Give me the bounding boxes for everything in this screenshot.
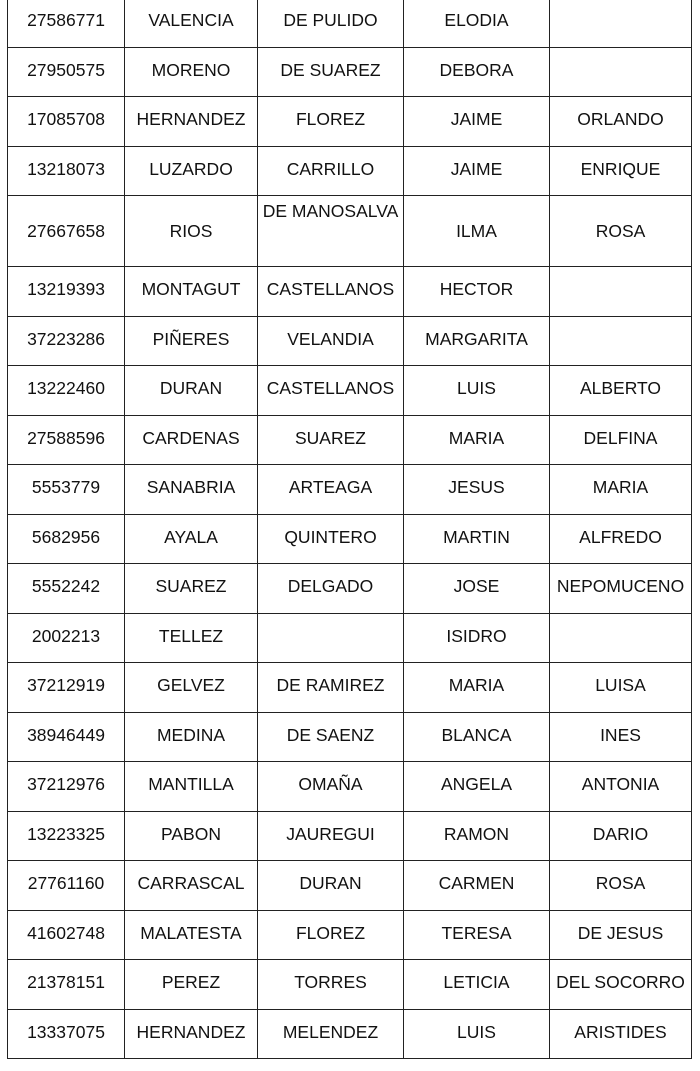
table-row [8,267,692,317]
first-name-cell: JAIME [404,97,550,147]
first-name-cell: TERESA [404,910,550,960]
second-surname-cell [258,613,404,663]
first-name-cell: CARMEN [404,861,550,911]
second-name-cell: ROSA [550,196,692,267]
first-surname-cell: RIOS [125,196,258,267]
names-table [7,0,692,1059]
table-row [8,0,692,47]
id-cell: 37223286 [8,316,125,366]
table-row [8,316,692,366]
table-row [8,514,692,564]
second-surname-cell: DE RAMIREZ [258,663,404,713]
table-row [8,97,692,147]
table-row [8,196,692,267]
first-surname-cell: MORENO [125,47,258,97]
first-surname-cell: MANTILLA [125,762,258,812]
table-row [8,712,692,762]
second-name-cell [550,613,692,663]
second-name-cell: ROSA [550,861,692,911]
second-name-cell: ANTONIA [550,762,692,812]
table-row [8,47,692,97]
first-name-cell: HECTOR [404,267,550,317]
table-row [8,564,692,614]
first-surname-cell: MEDINA [125,712,258,762]
second-surname-cell: DE MANOSALVA [258,196,404,267]
id-cell: 13218073 [8,146,125,196]
id-cell: 5552242 [8,564,125,614]
second-surname-cell: OMAÑA [258,762,404,812]
first-surname-cell: TELLEZ [125,613,258,663]
second-name-cell: ENRIQUE [550,146,692,196]
table-row [8,960,692,1010]
table-row [8,811,692,861]
second-surname-cell: CARRILLO [258,146,404,196]
first-surname-cell: LUZARDO [125,146,258,196]
second-name-cell [550,267,692,317]
first-surname-cell: PABON [125,811,258,861]
second-name-cell: DELFINA [550,415,692,465]
first-name-cell: LETICIA [404,960,550,1010]
first-surname-cell: PEREZ [125,960,258,1010]
first-surname-cell: CARDENAS [125,415,258,465]
table-row [8,861,692,911]
first-name-cell: MARIA [404,415,550,465]
table-row [8,415,692,465]
id-cell: 17085708 [8,97,125,147]
id-cell: 5682956 [8,514,125,564]
second-surname-cell: DELGADO [258,564,404,614]
second-surname-cell: DE SUAREZ [258,47,404,97]
first-surname-cell: AYALA [125,514,258,564]
id-cell: 38946449 [8,712,125,762]
id-cell: 5553779 [8,465,125,515]
second-surname-cell: SUAREZ [258,415,404,465]
first-surname-cell: DURAN [125,366,258,416]
second-name-cell: DARIO [550,811,692,861]
id-cell: 27586771 [8,0,125,47]
table-row [8,465,692,515]
table-row [8,762,692,812]
first-surname-cell: PIÑERES [125,316,258,366]
second-name-cell: ORLANDO [550,97,692,147]
second-name-cell: ALBERTO [550,366,692,416]
first-surname-cell: CARRASCAL [125,861,258,911]
second-name-cell [550,47,692,97]
id-cell: 13222460 [8,366,125,416]
second-name-cell: DEL SOCORRO [550,960,692,1010]
first-name-cell: ILMA [404,196,550,267]
id-cell: 2002213 [8,613,125,663]
first-name-cell: JESUS [404,465,550,515]
second-surname-cell: DE PULIDO [258,0,404,47]
second-surname-cell: FLOREZ [258,910,404,960]
second-surname-cell: VELANDIA [258,316,404,366]
first-name-cell: ANGELA [404,762,550,812]
table-row [8,910,692,960]
first-name-cell: DEBORA [404,47,550,97]
second-name-cell: INES [550,712,692,762]
names-table-body [8,0,692,1059]
first-surname-cell: GELVEZ [125,663,258,713]
second-surname-cell: CASTELLANOS [258,267,404,317]
second-name-cell: ARISTIDES [550,1009,692,1059]
id-cell: 13337075 [8,1009,125,1059]
second-surname-cell: QUINTERO [258,514,404,564]
first-name-cell: RAMON [404,811,550,861]
second-surname-cell: DURAN [258,861,404,911]
second-surname-cell: MELENDEZ [258,1009,404,1059]
second-name-cell: ALFREDO [550,514,692,564]
second-surname-cell: JAUREGUI [258,811,404,861]
first-name-cell: ISIDRO [404,613,550,663]
second-name-cell: MARIA [550,465,692,515]
table-row [8,663,692,713]
table-row [8,613,692,663]
second-surname-cell: FLOREZ [258,97,404,147]
id-cell: 37212976 [8,762,125,812]
second-name-cell [550,0,692,47]
first-name-cell: MARIA [404,663,550,713]
first-surname-cell: HERNANDEZ [125,1009,258,1059]
first-name-cell: MARGARITA [404,316,550,366]
id-cell: 37212919 [8,663,125,713]
first-surname-cell: SUAREZ [125,564,258,614]
first-surname-cell: MONTAGUT [125,267,258,317]
id-cell: 27667658 [8,196,125,267]
second-name-cell: DE JESUS [550,910,692,960]
first-name-cell: BLANCA [404,712,550,762]
second-name-cell: NEPOMUCENO [550,564,692,614]
second-surname-cell: DE SAENZ [258,712,404,762]
table-row [8,366,692,416]
first-surname-cell: HERNANDEZ [125,97,258,147]
id-cell: 27761160 [8,861,125,911]
id-cell: 27950575 [8,47,125,97]
second-surname-cell: ARTEAGA [258,465,404,515]
id-cell: 13223325 [8,811,125,861]
first-name-cell: ELODIA [404,0,550,47]
id-cell: 13219393 [8,267,125,317]
second-surname-cell: CASTELLANOS [258,366,404,416]
first-surname-cell: MALATESTA [125,910,258,960]
id-cell: 41602748 [8,910,125,960]
second-name-cell [550,316,692,366]
id-cell: 21378151 [8,960,125,1010]
first-name-cell: JAIME [404,146,550,196]
first-name-cell: LUIS [404,366,550,416]
second-name-cell: LUISA [550,663,692,713]
first-name-cell: JOSE [404,564,550,614]
first-surname-cell: VALENCIA [125,0,258,47]
table-row [8,1009,692,1059]
id-cell: 27588596 [8,415,125,465]
table-row [8,146,692,196]
second-surname-cell: TORRES [258,960,404,1010]
first-name-cell: LUIS [404,1009,550,1059]
first-surname-cell: SANABRIA [125,465,258,515]
first-name-cell: MARTIN [404,514,550,564]
